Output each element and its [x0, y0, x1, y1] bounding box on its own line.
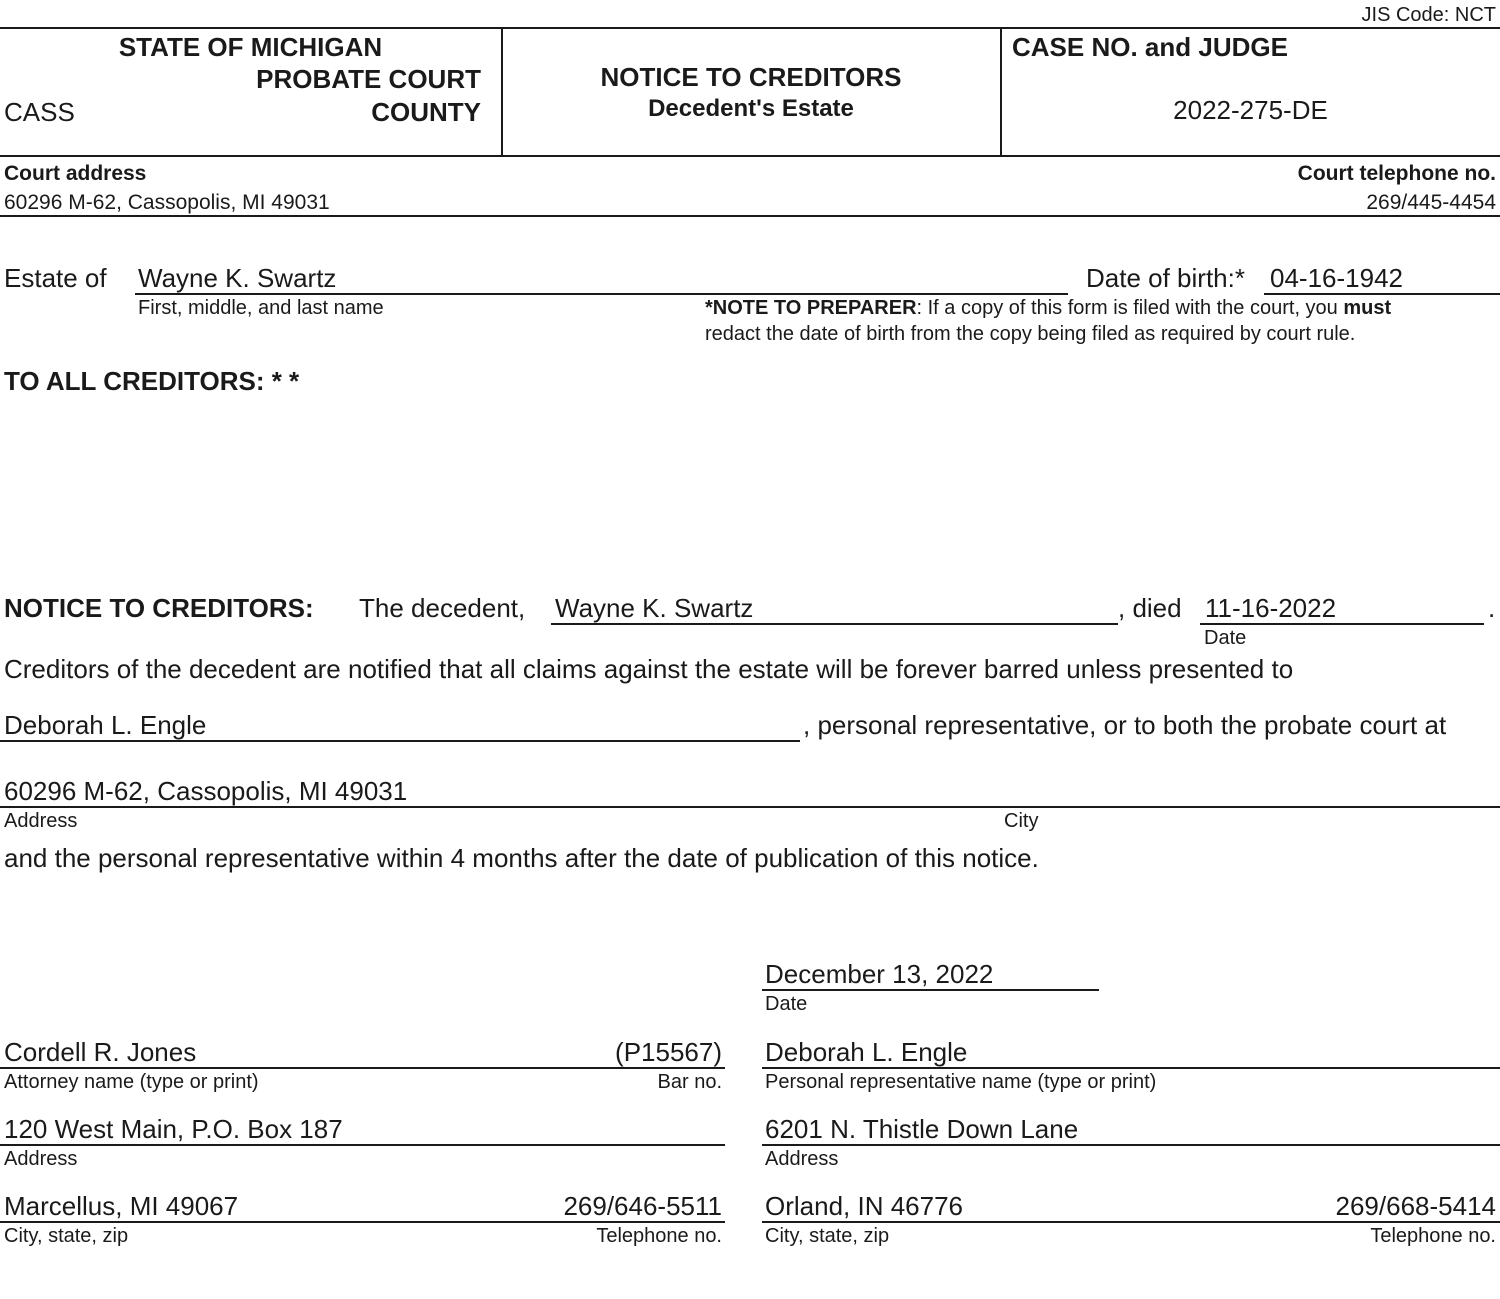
rep-name-inline: Deborah L. Engle [4, 710, 207, 740]
rep-name-caption: Personal representative name (type or print) [765, 1071, 1157, 1093]
rep-city-caption: City, state, zip [765, 1225, 890, 1247]
court-phone-label: Court telephone no. [1297, 162, 1496, 185]
rep-address-caption: Address [765, 1148, 839, 1170]
estate-name-caption: First, middle, and last name [138, 297, 384, 319]
rep-name-sig-line [762, 1067, 1500, 1069]
dob-label: Date of birth:* [1086, 263, 1245, 293]
divider [0, 215, 1500, 217]
death-date: 11-16-2022 [1205, 593, 1337, 623]
form-title: NOTICE TO CREDITORS [600, 62, 902, 92]
attorney-city: Marcellus, MI 49067 [4, 1191, 239, 1221]
attorney-name: Cordell R. Jones [4, 1037, 197, 1067]
estate-name: Wayne K. Swartz [138, 263, 337, 293]
decedent-name: Wayne K. Swartz [555, 593, 754, 623]
court-name: PROBATE COURT [256, 64, 481, 94]
died-text: , died [1118, 593, 1182, 623]
preparer-note: *NOTE TO PREPARER: If a copy of this form is filed with the court, you must [705, 297, 1392, 319]
attorney-city-line [0, 1221, 725, 1223]
dob-value: 04-16-1942 [1270, 263, 1403, 293]
signature-date: December 13, 2022 [765, 959, 994, 989]
rep-city: Orland, IN 46776 [765, 1191, 964, 1221]
form-subtitle: Decedent's Estate [648, 95, 854, 122]
rep-name-line [0, 740, 800, 742]
rep-address: 6201 N. Thistle Down Lane [765, 1114, 1079, 1144]
rep-phone-caption: Telephone no. [1370, 1225, 1496, 1247]
address-caption: Address [4, 810, 78, 832]
attorney-address: 120 West Main, P.O. Box 187 [4, 1114, 343, 1144]
bar-no-caption: Bar no. [657, 1071, 722, 1093]
rep-address-line [762, 1144, 1500, 1146]
signature-date-line [762, 989, 1099, 991]
creditors-text: Creditors of the decedent are notified that all claims against the estate will be forever barred unless presented to [4, 654, 1294, 684]
rep-text: , personal representative, or to both the probate court at [803, 710, 1447, 740]
case-number: 2022-275-DE [1173, 95, 1328, 125]
attorney-address-caption: Address [4, 1148, 78, 1170]
closing-text: and the personal representative within 4 months after the date of publication of this notice. [4, 843, 1039, 873]
attorney-phone-caption: Telephone no. [596, 1225, 722, 1247]
attorney-city-caption: City, state, zip [4, 1225, 129, 1247]
county-label: COUNTY [371, 97, 481, 127]
case-label: CASE NO. and JUDGE [1012, 32, 1288, 62]
death-date-line [1200, 623, 1484, 625]
jis-code: JIS Code: NCT [1361, 4, 1496, 26]
rep-city-line [762, 1221, 1500, 1223]
city-caption: City [1004, 810, 1039, 832]
attorney-phone: 269/646-5511 [563, 1191, 722, 1221]
court-address-label: Court address [4, 162, 147, 185]
notice-heading: NOTICE TO CREDITORS: [4, 593, 314, 623]
the-decedent-text: The decedent, [359, 593, 526, 623]
rep-phone: 269/668-5414 [1335, 1191, 1496, 1221]
attorney-bar-no: (P15567) [615, 1037, 722, 1067]
court-address-line [0, 806, 1500, 808]
preparer-note-line2: redact the date of birth from the copy being filed as required by court rule. [705, 323, 1356, 345]
county-name: CASS [4, 97, 75, 127]
dob-line [1264, 293, 1500, 295]
signature-date-caption: Date [765, 993, 808, 1015]
period: . [1488, 593, 1496, 623]
death-date-caption: Date [1204, 627, 1247, 649]
court-address: 60296 M-62, Cassopolis, MI 49031 [4, 191, 330, 214]
rep-name: Deborah L. Engle [765, 1037, 968, 1067]
court-address-inline: 60296 M-62, Cassopolis, MI 49031 [4, 776, 408, 806]
attorney-address-line [0, 1144, 725, 1146]
to-all-creditors: TO ALL CREDITORS: * * [4, 366, 300, 396]
state-name: STATE OF MICHIGAN [118, 32, 383, 62]
estate-label: Estate of [4, 263, 107, 293]
attorney-name-line [0, 1067, 725, 1069]
court-phone: 269/445-4454 [1366, 191, 1496, 214]
decedent-name-line [551, 623, 1118, 625]
attorney-name-caption: Attorney name (type or print) [4, 1071, 259, 1093]
estate-name-line [135, 293, 1068, 295]
